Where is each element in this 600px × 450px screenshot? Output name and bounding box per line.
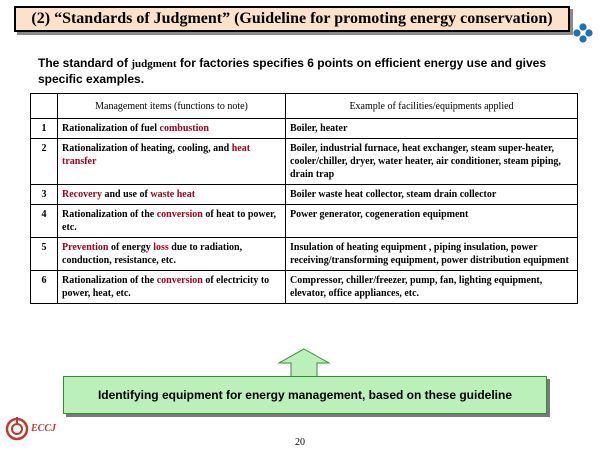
callout-text: Identifying equipment for energy management, based on these guideline — [97, 388, 513, 402]
highlighted-term: Recovery — [62, 189, 102, 200]
callout-box — [63, 376, 547, 414]
row-number: 1 — [31, 119, 58, 139]
management-item — [58, 119, 286, 139]
example-equipment: Boiler, industrial furnace, heat exchanger, steam super-heater, cooler/chiller, dryer, water heater, air conditioner, steam piping, drain trap — [286, 139, 578, 185]
intro-text-word: judgment — [131, 58, 177, 70]
example-equipment: Insulation of heating equipment , piping insulation, power receiving/transforming equipment, power distribution equipment — [286, 238, 578, 271]
header-examples: Example of facilities/equipments applied — [286, 94, 578, 119]
management-item — [58, 238, 286, 271]
highlighted-term: loss — [153, 242, 169, 253]
highlighted-term: heat transfer — [62, 143, 251, 167]
item-text: of electricity to power, heat, etc. — [62, 275, 270, 299]
table-row — [31, 185, 578, 205]
highlighted-term: conversion — [156, 209, 203, 220]
management-item — [58, 139, 286, 185]
table-row — [31, 139, 578, 185]
item-text: of heat to power, etc. — [62, 209, 277, 233]
example-equipment: Power generator, cogeneration equipment — [286, 205, 578, 238]
highlighted-term: waste heat — [150, 189, 196, 200]
highlighted-term: combustion — [159, 123, 209, 134]
example-equipment: Boiler, heater — [286, 119, 578, 139]
example-equipment: Boiler waste heat collector, steam drain collector — [286, 185, 578, 205]
table-row — [31, 119, 578, 139]
intro-text-end: for factories specifies 6 points on efficient energy use and gives specific examples. — [38, 56, 547, 86]
up-arrow-icon — [277, 348, 331, 378]
guideline-table — [30, 93, 578, 304]
table-row — [31, 271, 578, 304]
row-number: 4 — [31, 205, 58, 238]
header-management-items: Management items (functions to note) — [58, 94, 286, 119]
item-text: Rationalization of fuel — [62, 123, 160, 134]
example-equipment: Compressor, chiller/freezer, pump, fan, lighting equipment, elevator, office appliances, etc. — [286, 271, 578, 304]
table-header-row — [31, 94, 578, 119]
eccj-logo-text: ECCJ — [31, 423, 57, 434]
management-item — [58, 205, 286, 238]
item-text: of energy — [108, 242, 154, 253]
flower-logo-icon — [572, 22, 594, 44]
row-number: 6 — [31, 271, 58, 304]
intro-paragraph — [38, 56, 558, 87]
item-text: and use of — [101, 189, 151, 200]
item-text: Rationalization of the — [62, 275, 157, 286]
page-number: 20 — [295, 437, 305, 448]
row-number: 5 — [31, 238, 58, 271]
management-item — [58, 271, 286, 304]
item-text: due to radiation, conduction, resistance, etc. — [62, 242, 243, 266]
row-number: 3 — [31, 185, 58, 205]
slide-title-text: (2) “Standards of Judgment” (Guideline for promoting energy conservation) — [31, 10, 553, 27]
highlighted-term: conversion — [156, 275, 203, 286]
item-text: Rationalization of heating, cooling, and — [62, 143, 232, 154]
item-text: Rationalization of the — [62, 209, 157, 220]
table-row — [31, 238, 578, 271]
highlighted-term: Prevention — [62, 242, 109, 253]
header-number — [31, 94, 58, 119]
table-row — [31, 205, 578, 238]
management-item — [58, 185, 286, 205]
intro-text-start: The standard of — [38, 56, 132, 70]
slide-title — [14, 6, 570, 32]
row-number: 2 — [31, 139, 58, 185]
